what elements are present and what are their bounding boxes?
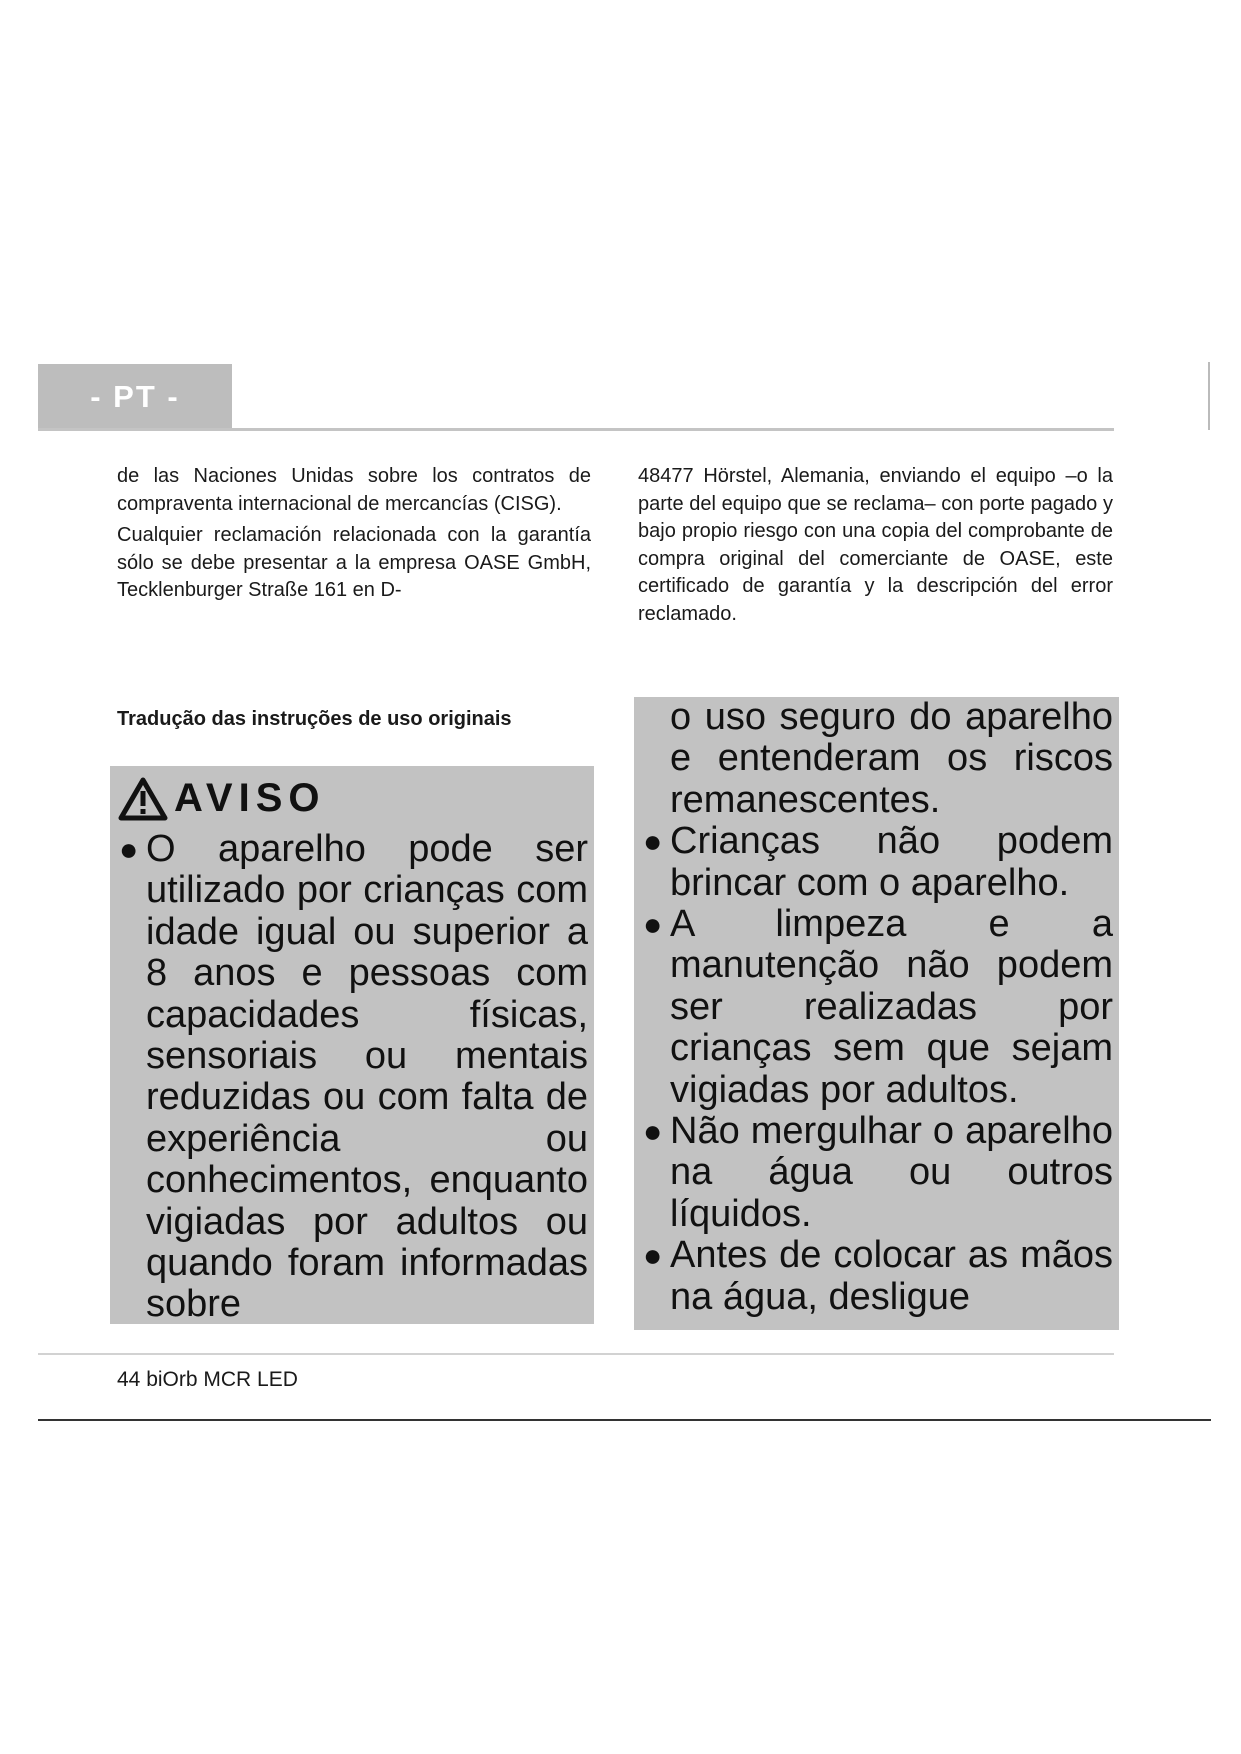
- warning-item-text: O aparelho pode ser utilizado por crianças com idade igual ou superior a 8 anos e pessoas com capacidades físicas, sensoriais ou mentais reduzidas ou com falta de experiência ou conhecimentos, enquanto vigiadas por adultos ou quando foram informadas sobre: [146, 828, 588, 1326]
- warning-item-continuation: [634, 697, 1119, 821]
- body-paragraph: Cualquier reclamación relacionada con la garantía sólo se debe presentar a la empresa OASE GmbH, Tecklenburger Straße 161 en D-: [117, 524, 591, 602]
- bullet-icon: ●: [119, 831, 139, 867]
- warning-item-text: Antes de colocar as mãos na água, desligue: [670, 1234, 1113, 1318]
- warning-item-text: Não mergulhar o aparelho na água ou outros líquidos.: [670, 1110, 1113, 1235]
- section-heading: Tradução das instruções de uso originais: [117, 708, 512, 730]
- warning-item-text: Crianças não podem brincar com o aparelho.: [670, 820, 1113, 904]
- warning-list-right: [634, 697, 1119, 1318]
- bullet-icon: ●: [643, 906, 663, 943]
- page-footer: 44 biOrb MCR LED: [117, 1368, 298, 1391]
- warning-item: [110, 829, 594, 1326]
- bullet-icon: ●: [643, 1237, 663, 1274]
- warning-item: [634, 1235, 1119, 1318]
- warning-triangle-icon: [118, 777, 168, 821]
- warning-list-left: [110, 829, 594, 1326]
- warning-item: [634, 821, 1119, 904]
- language-tab: [38, 364, 232, 430]
- body-paragraph: 48477 Hörstel, Alemania, enviando el equipo –o la parte del equipo que se reclama– con porte pagado y bajo propio riesgo con una copia del comprobante de compra original del comerciante de OASE, este certificado de garantía y la descripción del error reclamado.: [638, 465, 1113, 625]
- warning-title-text: AVISO: [174, 776, 326, 820]
- warning-item-text: o uso seguro do aparelho e entenderam os riscos remanescentes.: [670, 696, 1113, 821]
- warning-item: [634, 1111, 1119, 1235]
- warning-box-left: [110, 766, 594, 1324]
- warning-item: [634, 904, 1119, 1111]
- body-column-right: [638, 463, 1113, 633]
- bullet-icon: ●: [643, 1113, 663, 1150]
- bullet-icon: ●: [643, 823, 663, 860]
- header-rule: [38, 428, 1114, 431]
- warning-title: [118, 776, 326, 821]
- warning-box-right: [634, 697, 1119, 1330]
- warning-item-text: A limpeza e a manutenção não podem ser realizadas por crianças sem que sejam vigiadas por adultos.: [670, 903, 1113, 1111]
- footer-bottom-rule: [38, 1419, 1211, 1421]
- page-edge-mark: [1208, 362, 1210, 430]
- language-tab-label: - PT -: [90, 379, 180, 414]
- body-column-left: [117, 463, 591, 609]
- body-paragraph: de las Naciones Unidas sobre los contratos de compraventa internacional de mercancías (CISG).: [117, 465, 591, 515]
- footer-rule: [38, 1353, 1114, 1355]
